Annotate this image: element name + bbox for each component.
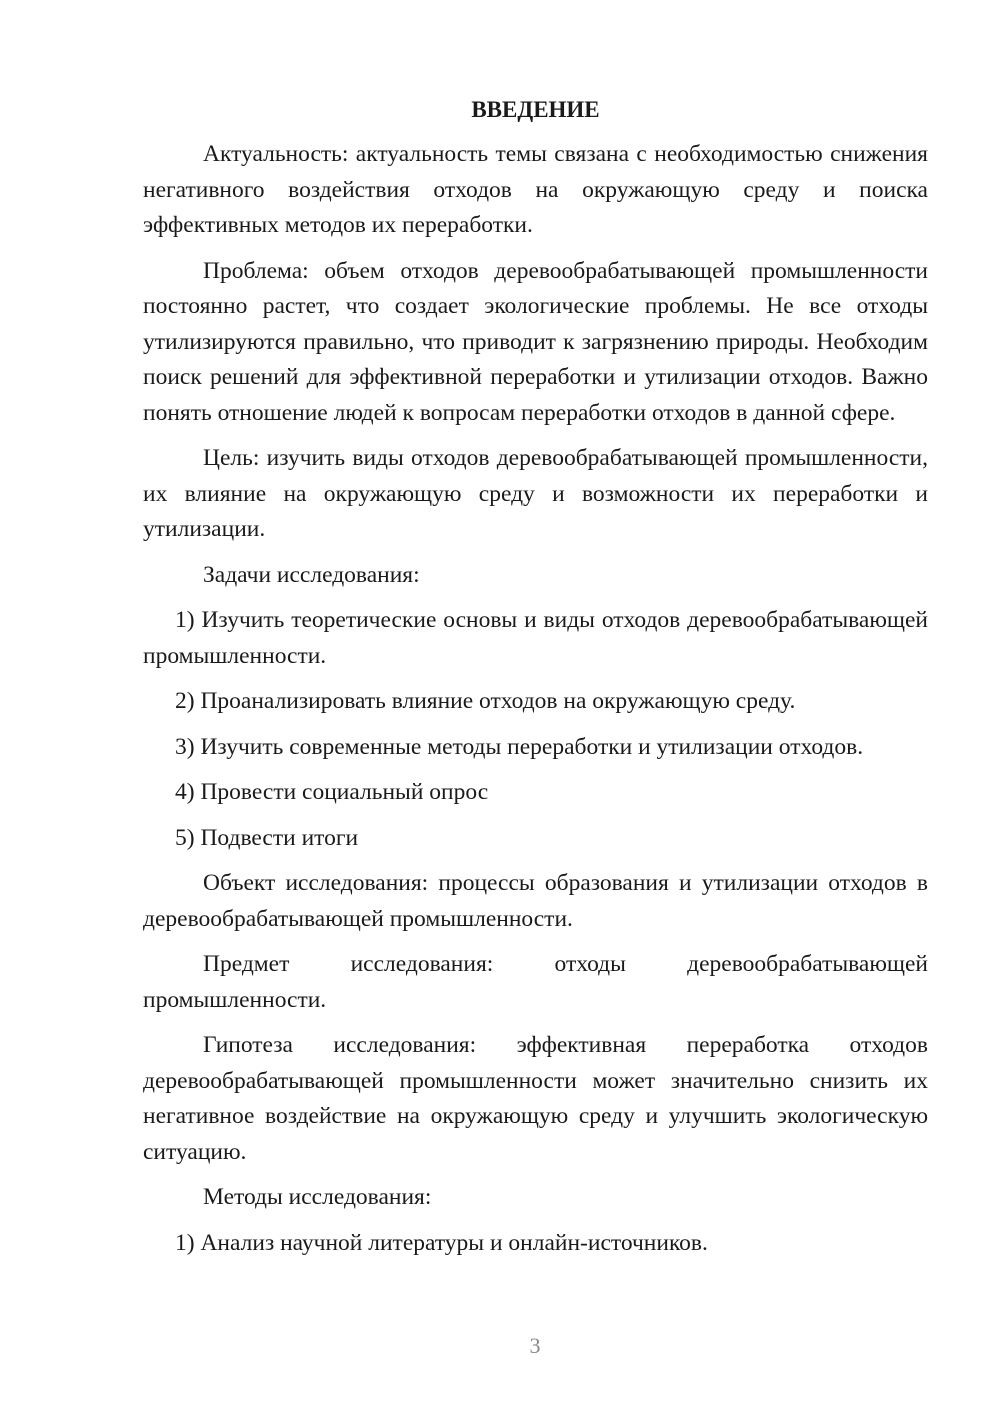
paragraph-hypothesis: Гипотеза исследования: эффективная переработка отходов деревообрабатывающей промышленности может значительно снизить их негативное воздействие на окружающую среду и улучшить экологическую ситуацию. — [143, 1032, 928, 1165]
task-item-3: 3) Изучить современные методы переработки и утилизации отходов. — [175, 733, 864, 760]
page-content — [143, 92, 928, 1271]
section-heading: ВВЕДЕНИЕ — [471, 97, 600, 122]
task-item-5: 5) Подвести итоги — [175, 824, 359, 851]
paragraph-methods-title: Методы исследования: — [203, 1184, 432, 1210]
paragraph-goal: Цель: изучить виды отходов деревообрабатывающей промышленности, их влияние на окружающую среду и возможности их переработки и утилизации. — [143, 445, 928, 542]
page-number: 3 — [529, 1333, 541, 1358]
paragraph-subject: Предмет исследования: отходы деревообрабатывающей промышленности. — [143, 951, 928, 1013]
paragraph-problem: Проблема: объем отходов деревообрабатывающей промышленности постоянно растет, что создает экологические проблемы. Не все отходы утилизируются правильно, что приводит к загрязнению природы. Необходим поиск решений для эффективной переработки и утилизации отходов. Важно понять отношение людей к вопросам переработки отходов в данной сфере. — [143, 257, 928, 426]
paragraph-tasks-title: Задачи исследования: — [203, 561, 420, 588]
method-item-1: 1) Анализ научной литературы и онлайн-источников. — [175, 1229, 708, 1256]
task-item-2: 2) Проанализировать влияние отходов на окружающую среду. — [175, 688, 796, 714]
task-item-4: 4) Провести социальный опрос — [175, 779, 489, 805]
paragraph-object: Объект исследования: процессы образования и утилизации отходов в деревообрабатывающей промышленности. — [143, 870, 928, 932]
paragraph-relevance: Актуальность: актуальность темы связана с необходимостью снижения негативного воздействия отходов на окружающую среду и поиска эффективных методов их переработки. — [143, 141, 928, 238]
task-item-1: 1) Изучить теоретические основы и виды отходов деревообрабатывающей промышленности. — [143, 607, 928, 669]
